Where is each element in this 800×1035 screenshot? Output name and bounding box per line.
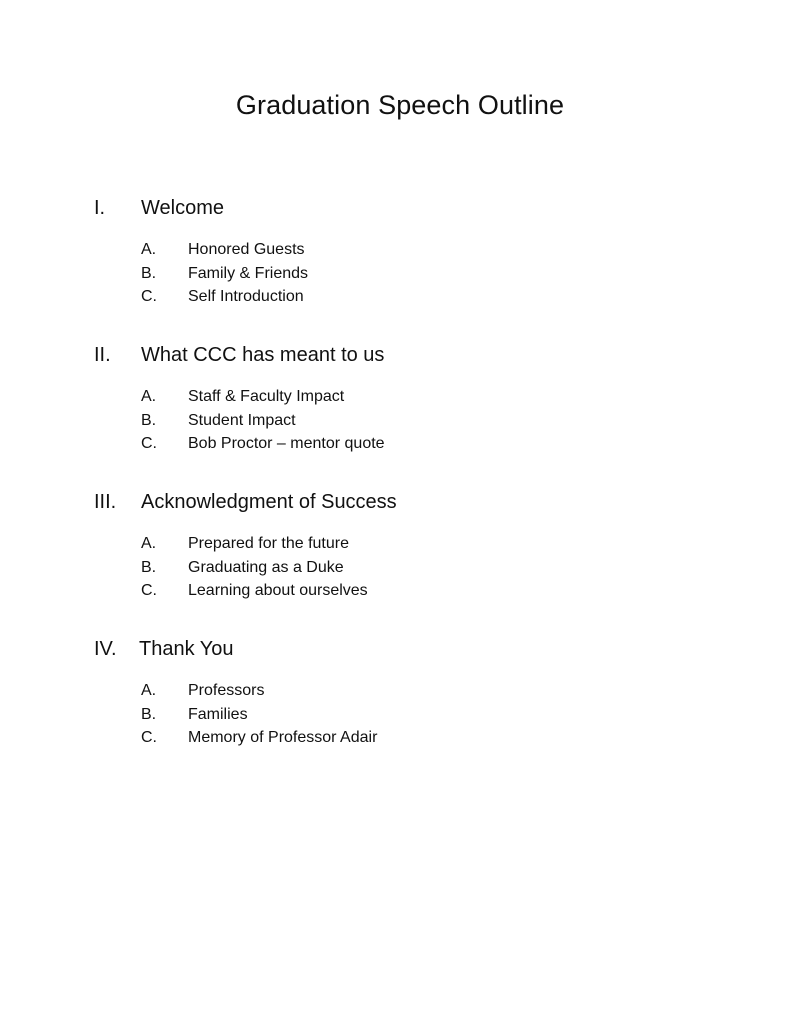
section-heading: What CCC has meant to us bbox=[141, 344, 385, 366]
item-text: Memory of Professor Adair bbox=[188, 729, 378, 746]
outline-item bbox=[0, 265, 800, 289]
outline-section-thank-you bbox=[0, 638, 800, 753]
item-letter: B. bbox=[141, 264, 157, 282]
item-text: Graduating as a Duke bbox=[188, 558, 344, 576]
item-text: Self Introduction bbox=[188, 288, 304, 305]
item-letter: B. bbox=[141, 558, 157, 576]
item-letter: C. bbox=[141, 288, 157, 305]
section-numeral: III. bbox=[94, 491, 117, 513]
item-letter: C. bbox=[141, 582, 157, 599]
item-letter: C. bbox=[141, 729, 157, 746]
outline-item bbox=[0, 682, 800, 706]
item-letter: B. bbox=[141, 705, 157, 723]
item-letter: A. bbox=[141, 682, 157, 699]
item-letter: B. bbox=[141, 411, 157, 429]
section-header bbox=[0, 491, 800, 521]
section-heading: Thank You bbox=[139, 638, 234, 660]
section-heading: Acknowledgment of Success bbox=[141, 491, 397, 513]
item-letter: A. bbox=[141, 241, 157, 258]
section-heading: Welcome bbox=[141, 197, 224, 219]
item-text: Learning about ourselves bbox=[188, 582, 368, 599]
outline-item bbox=[0, 435, 800, 459]
outline-item bbox=[0, 559, 800, 583]
outline-section-acknowledgment-of-success bbox=[0, 491, 800, 606]
item-letter: C. bbox=[141, 435, 157, 452]
outline-item bbox=[0, 582, 800, 606]
section-numeral: I. bbox=[94, 197, 106, 219]
outline-item bbox=[0, 388, 800, 412]
section-numeral: IV. bbox=[94, 638, 117, 660]
document-title: Graduation Speech Outline bbox=[235, 90, 565, 120]
section-numeral: II. bbox=[94, 344, 111, 366]
item-text: Prepared for the future bbox=[188, 535, 349, 552]
outline-item bbox=[0, 241, 800, 265]
outline-section-what-ccc-has-meant bbox=[0, 344, 800, 459]
section-items bbox=[0, 388, 800, 459]
item-letter: A. bbox=[141, 388, 157, 405]
item-text: Student Impact bbox=[188, 411, 296, 429]
outline-item bbox=[0, 706, 800, 730]
outline-item bbox=[0, 412, 800, 436]
item-letter: A. bbox=[141, 535, 157, 552]
section-header bbox=[0, 344, 800, 374]
section-header bbox=[0, 197, 800, 227]
item-text: Families bbox=[188, 705, 248, 723]
item-text: Family & Friends bbox=[188, 264, 309, 282]
item-text: Staff & Faculty Impact bbox=[188, 388, 345, 405]
section-header bbox=[0, 638, 800, 668]
outline-item bbox=[0, 535, 800, 559]
outline-item bbox=[0, 288, 800, 312]
item-text: Honored Guests bbox=[188, 241, 305, 258]
section-items bbox=[0, 535, 800, 606]
outline-item bbox=[0, 729, 800, 753]
item-text: Bob Proctor – mentor quote bbox=[188, 435, 385, 452]
section-items bbox=[0, 682, 800, 753]
outline-section-welcome bbox=[0, 197, 800, 312]
item-text: Professors bbox=[188, 682, 265, 699]
section-items bbox=[0, 241, 800, 312]
